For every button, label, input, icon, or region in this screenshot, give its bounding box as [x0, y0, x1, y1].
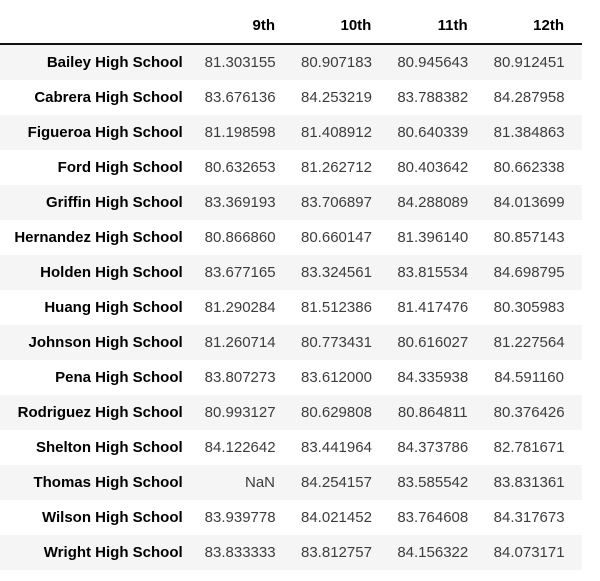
- table-body: [0, 44, 582, 570]
- table-cell: 80.305983: [493, 299, 565, 316]
- table-row: [0, 360, 582, 395]
- table-cell: 80.376426: [493, 404, 565, 421]
- table-cell: 83.833333: [204, 544, 276, 561]
- table-cell: 83.324561: [301, 264, 372, 281]
- table-cell: 81.396140: [397, 229, 469, 246]
- table-cell: 81.408912: [301, 124, 372, 141]
- row-label-cell: Rodriguez High School: [17, 404, 183, 421]
- table-row: [0, 115, 582, 150]
- table-cell: 81.227564: [493, 334, 565, 351]
- row-label-cell: Johnson High School: [28, 334, 183, 351]
- row-label-cell: Thomas High School: [33, 474, 183, 491]
- table-cell: 84.591160: [494, 369, 564, 386]
- table-cell: 83.677165: [204, 264, 276, 281]
- table-cell: 83.788382: [397, 89, 469, 106]
- table-cell: 80.403642: [397, 159, 469, 176]
- column-header-12th: 12th: [486, 0, 582, 44]
- table-row: [0, 150, 582, 185]
- table-cell: 81.303155: [204, 54, 276, 71]
- table-row: [0, 220, 582, 255]
- table-cell: 80.629808: [301, 404, 372, 421]
- table-cell: 80.857143: [493, 229, 565, 246]
- row-label-cell: Wilson High School: [41, 509, 183, 526]
- table-cell: 84.335938: [397, 369, 469, 386]
- table-row: [0, 535, 582, 570]
- header-row: [0, 0, 582, 44]
- table-cell: 84.288089: [397, 194, 469, 211]
- table-cell: 81.417476: [397, 299, 469, 316]
- row-label-cell: Griffin High School: [46, 194, 183, 211]
- table-row: [0, 290, 582, 325]
- table-cell: 83.369193: [204, 194, 276, 211]
- row-label-cell: Holden High School: [40, 264, 183, 281]
- row-label-cell: Shelton High School: [36, 439, 183, 456]
- row-label-cell: Wright High School: [43, 544, 183, 561]
- table-cell: 83.815534: [397, 264, 469, 281]
- table-cell: 81.384863: [493, 124, 565, 141]
- table-cell: 81.290284: [204, 299, 276, 316]
- column-header-10th: 10th: [293, 0, 389, 44]
- table-row: [0, 185, 582, 220]
- row-label-cell: Figueroa High School: [27, 124, 183, 141]
- table-cell: 81.512386: [301, 299, 372, 316]
- table-cell: 83.807273: [204, 369, 276, 386]
- table-cell: 84.122642: [204, 439, 276, 456]
- table-cell: 80.660147: [301, 229, 372, 246]
- table-cell: 84.317673: [493, 509, 565, 526]
- table-cell: 84.156322: [397, 544, 469, 561]
- table-cell: 83.706897: [301, 194, 372, 211]
- row-label-cell: Cabrera High School: [34, 89, 183, 106]
- column-header-9th: 9th: [197, 0, 293, 44]
- table-cell: 84.698795: [493, 264, 565, 281]
- row-label-cell: Ford High School: [57, 159, 183, 176]
- row-label-cell: Hernandez High School: [14, 229, 183, 246]
- table-row: [0, 255, 582, 290]
- table-cell: 84.373786: [397, 439, 469, 456]
- table-cell: 80.912451: [493, 54, 565, 71]
- table-cell: 80.866860: [204, 229, 276, 246]
- table-cell: 80.773431: [301, 334, 372, 351]
- row-label-cell: Pena High School: [55, 369, 183, 386]
- table-row: [0, 500, 582, 535]
- column-header-11th: 11th: [389, 0, 485, 44]
- table-cell: 81.262712: [301, 159, 372, 176]
- table-cell: 83.585542: [397, 474, 469, 491]
- table-cell: 83.939778: [204, 509, 276, 526]
- table-cell: 80.864811: [397, 404, 468, 421]
- table-cell: 84.253219: [301, 89, 372, 106]
- table-cell: 84.287958: [493, 89, 565, 106]
- table-cell: 84.073171: [493, 544, 565, 561]
- table-cell: 80.945643: [397, 54, 469, 71]
- index-header-cell: [0, 0, 197, 44]
- row-label-cell: Bailey High School: [46, 54, 183, 71]
- table-cell: 83.764608: [397, 509, 469, 526]
- table-cell: 80.662338: [493, 159, 565, 176]
- row-label-cell: Huang High School: [44, 299, 183, 316]
- table-cell: 83.676136: [204, 89, 276, 106]
- table-cell: 83.812757: [301, 544, 372, 561]
- table-row: [0, 80, 582, 115]
- table-cell: 84.021452: [301, 509, 372, 526]
- table-cell: 80.993127: [204, 404, 276, 421]
- table-cell: 84.254157: [301, 474, 372, 491]
- table-cell: 84.013699: [493, 194, 565, 211]
- table-cell: 80.640339: [397, 124, 469, 141]
- table-cell: 80.616027: [397, 334, 469, 351]
- table-header: [0, 0, 582, 44]
- table-row: [0, 395, 582, 430]
- table-cell: 81.260714: [204, 334, 276, 351]
- table-cell: NaN: [244, 474, 275, 491]
- table-cell: 83.612000: [301, 369, 372, 386]
- table-row: [0, 430, 582, 465]
- table-cell: 80.632653: [204, 159, 276, 176]
- table-cell: 83.441964: [301, 439, 372, 456]
- table-cell: 81.198598: [204, 124, 276, 141]
- table-row: [0, 44, 582, 80]
- table-cell: 83.831361: [493, 474, 565, 491]
- table-cell: 80.907183: [301, 54, 372, 71]
- table-cell: 82.781671: [493, 439, 565, 456]
- table-row: [0, 465, 582, 500]
- table-row: [0, 325, 582, 360]
